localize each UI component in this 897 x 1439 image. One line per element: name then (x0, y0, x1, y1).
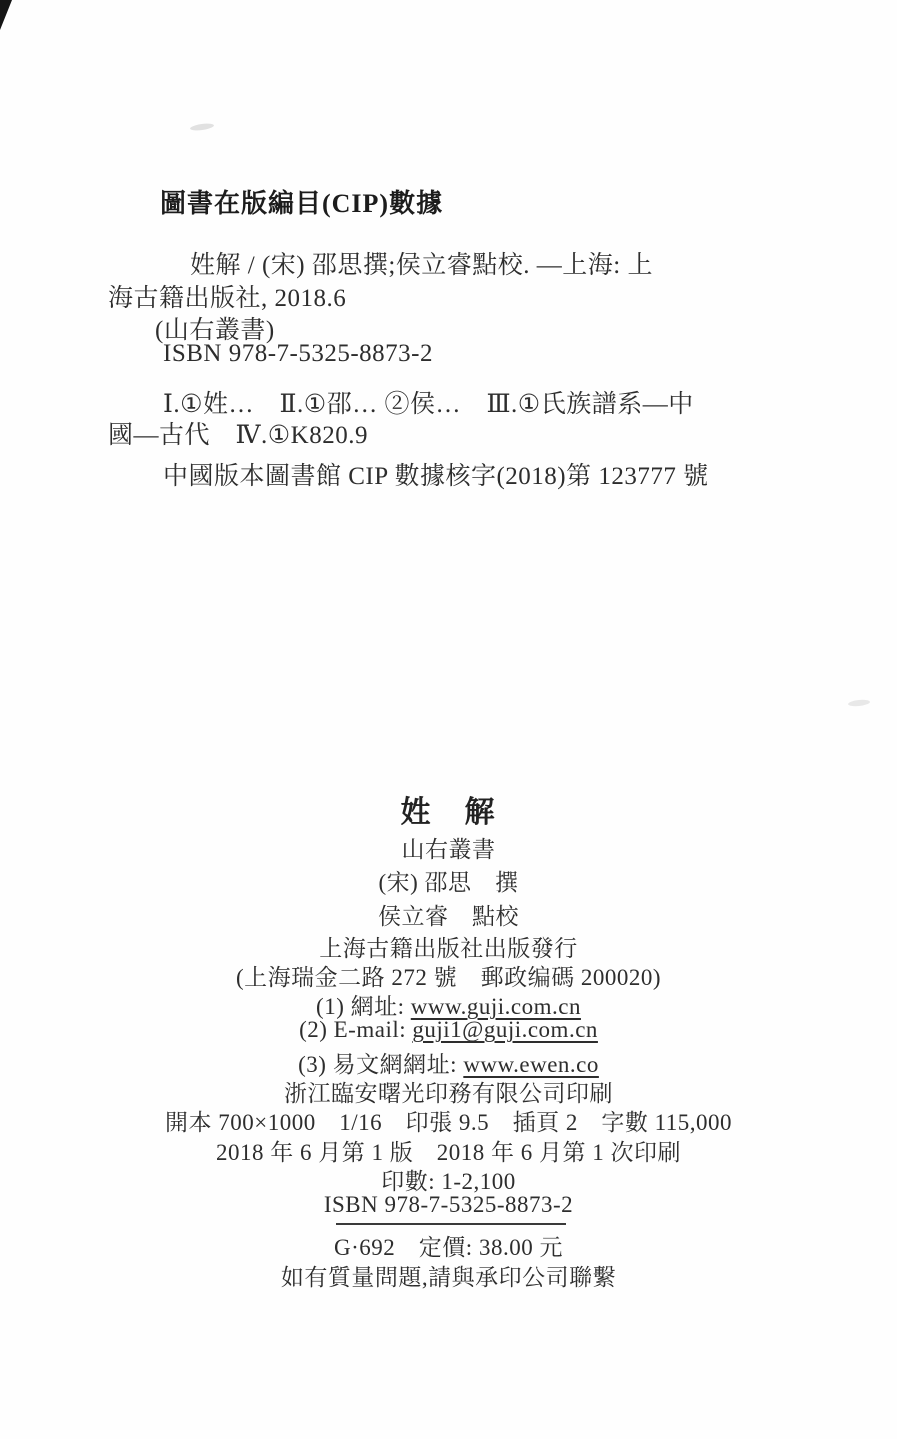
author-line: (宋) 邵思 撰 (378, 870, 519, 895)
printer-line: 浙江臨安曙光印務有限公司印刷 (284, 1081, 613, 1106)
editor-line: 侯立睿 點校 (378, 904, 519, 929)
isbn-line: ISBN 978-7-5325-8873-2 (323, 1192, 574, 1217)
website-url: www.guji.com.cn (410, 994, 581, 1019)
book-title: 姓 解 (400, 796, 497, 829)
quality-note-line: 如有質量問題,請與承印公司聯繫 (280, 1265, 617, 1290)
scan-smudge (190, 122, 215, 131)
cip-line: 中國版本圖書館 CIP 數據核字(2018)第 123777 號 (163, 463, 709, 490)
cip-heading: 圖書在版編目(CIP)數據 (160, 189, 444, 218)
cip-line: Ⅰ.①姓… Ⅱ.①邵… ②侯… Ⅲ.①氏族譜系—中 (163, 391, 694, 418)
link-prefix: (3) 易文網網址: (298, 1052, 464, 1077)
email-url: guji1@guji.com.cn (412, 1017, 598, 1042)
isbn-divider (336, 1223, 566, 1225)
scan-corner-mark (0, 0, 12, 30)
format-line: 開本 700×1000 1/16 印張 9.5 插頁 2 字數 115,000 (164, 1110, 732, 1135)
series-title: 山右叢書 (401, 837, 496, 862)
cip-line: 海古籍出版社, 2018.6 (108, 285, 347, 312)
edition-line: 2018 年 6 月第 1 版 2018 年 6 月第 1 次印刷 (216, 1140, 681, 1165)
cip-line: 國—古代 Ⅳ.①K820.9 (108, 422, 368, 449)
price-line: G·692 定價: 38.00 元 (334, 1235, 563, 1260)
address-line: (上海瑞金二路 272 號 郵政编碼 200020) (235, 965, 662, 990)
cip-line: ISBN 978-7-5325-8873-2 (163, 340, 434, 367)
cip-line: 姓解 / (宋) 邵思撰;侯立睿點校. —上海: 上 (190, 252, 653, 279)
email-line (0, 1017, 897, 1043)
link-prefix: (1) 網址: (316, 994, 411, 1019)
scan-smudge (848, 699, 871, 707)
link-prefix: (2) E-mail: (299, 1017, 413, 1042)
ewen-url: www.ewen.co (463, 1052, 599, 1077)
publisher-line: 上海古籍出版社出版發行 (319, 936, 578, 961)
cip-line: (山右叢書) (155, 317, 275, 344)
print-run-line: 印數: 1-2,100 (381, 1169, 516, 1194)
